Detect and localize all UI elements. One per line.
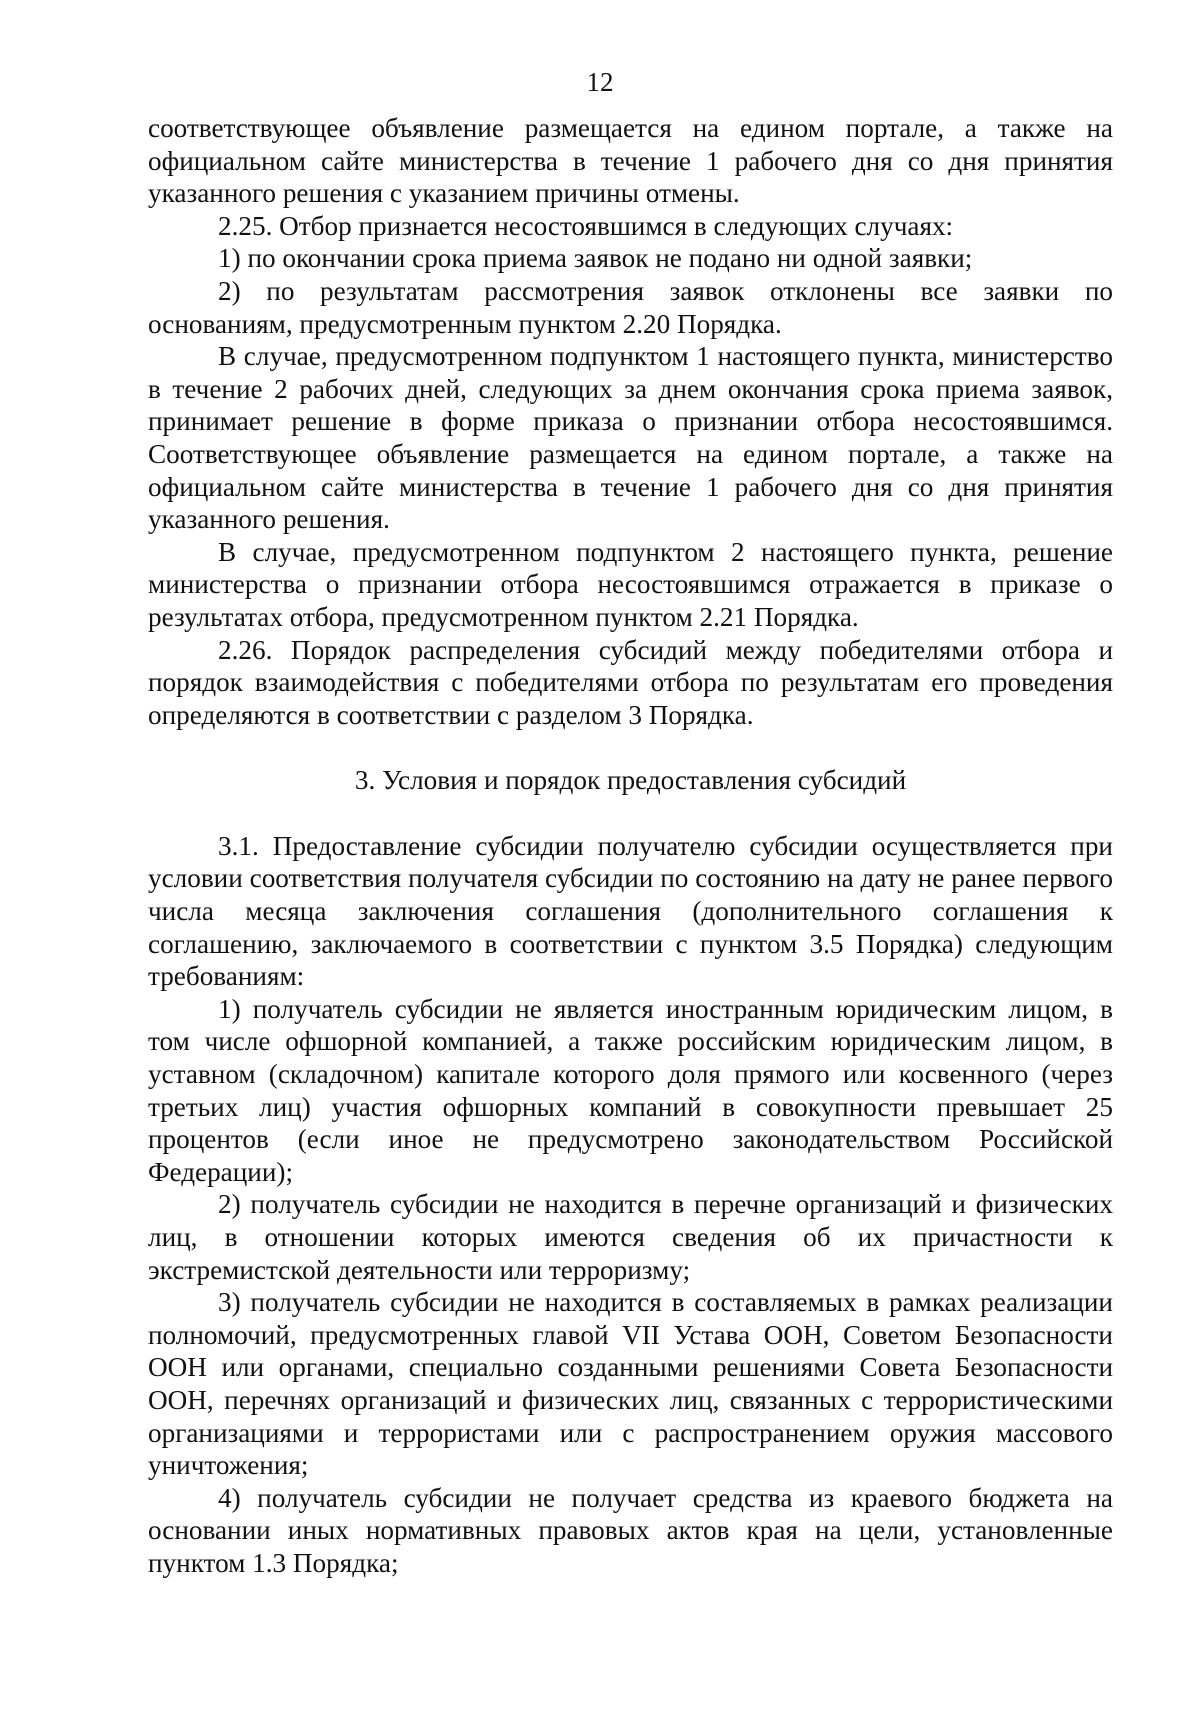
paragraph-case-2: В случае, предусмотренном подпунктом 2 настоящего пункта, решение министерства о признании отбора несостоявшимся отражается в приказе о результатах отбора, предусмотренном пунктом 2.21 Порядка. — [148, 536, 1113, 632]
paragraph-2-25-item-2: 2) по результатам рассмотрения заявок отклонены все заявки по основаниям, предусмотренным пунктом 2.20 Порядка. — [148, 275, 1113, 339]
paragraph-3-1-item-4: 4) получатель субсидии не получает средства из краевого бюджета на основании иных нормативных правовых актов края на цели, установленные пунктом 1.3 Порядка; — [148, 1482, 1113, 1578]
paragraph-2-26: 2.26. Порядок распределения субсидий между победителями отбора и порядок взаимодействия с победителями отбора по результатам его проведения определяются в соответствии с разделом 3 Порядка. — [148, 634, 1113, 730]
paragraph-3-1-item-2: 2) получатель субсидии не находится в перечне организаций и физических лиц, в отношении которых имеются сведения об их причастности к экстремистской деятельности или терроризму; — [148, 1189, 1113, 1285]
paragraph-3-1-item-1: 1) получатель субсидии не является иностранным юридическим лицом, в том числе офшорной компанией, а также российским юридическим лицом, в уставном (складочном) капитале которого доля прямого или косвенного (через третьих лиц) участия офшорных компаний в совокупности превышает 25 процентов (если иное не предусмотрено законодательством Российской Федерации); — [148, 993, 1113, 1187]
paragraph-2-25-item-1: 1) по окончании срока приема заявок не подано ни одной заявки; — [218, 243, 973, 274]
document-body — [148, 112, 1113, 1580]
page-number: 12 — [586, 67, 614, 97]
paragraph-3-1-item-3: 3) получатель субсидии не находится в составляемых в рамках реализации полномочий, предусмотренных главой VII Устава ООН, Советом Безопасности ООН или органами, специально созданными решениями Совета Безопасности ООН, перечнях организаций и физических лиц, связанных с террористическими организациями и террористами или с распространением оружия массового уничтожения; — [148, 1287, 1113, 1481]
paragraph-3-1: 3.1. Предоставление субсидии получателю субсидии осуществляется при условии соответствия получателя субсидии по состоянию на дату не ранее первого числа месяца заключения соглашения (дополнительного соглашения к соглашению, заключаемого в соответствии с пунктом 3.5 Порядка) следующим требованиям: — [148, 830, 1113, 992]
paragraph-2-25: 2.25. Отбор признается несостоявшимся в следующих случаях: — [218, 210, 954, 241]
section-heading: 3. Условия и порядок предоставления субсидий — [354, 765, 907, 796]
paragraph-case-1: В случае, предусмотренном подпунктом 1 настоящего пункта, министерство в течение 2 рабочих дней, следующих за днем окончания срока приема заявок, принимает решение в форме приказа о признании отбора несостоявшимся. Соответствующее объявление размещается на едином портале, а также на официальном сайте министерства в течение 1 рабочего дня со дня принятия указанного решения. — [148, 341, 1113, 535]
paragraph-continuation: соответствующее объявление размещается на едином портале, а также на официальном сайте министерства в течение 1 рабочего дня со дня принятия указанного решения с указанием причины отмены. — [148, 113, 1113, 209]
